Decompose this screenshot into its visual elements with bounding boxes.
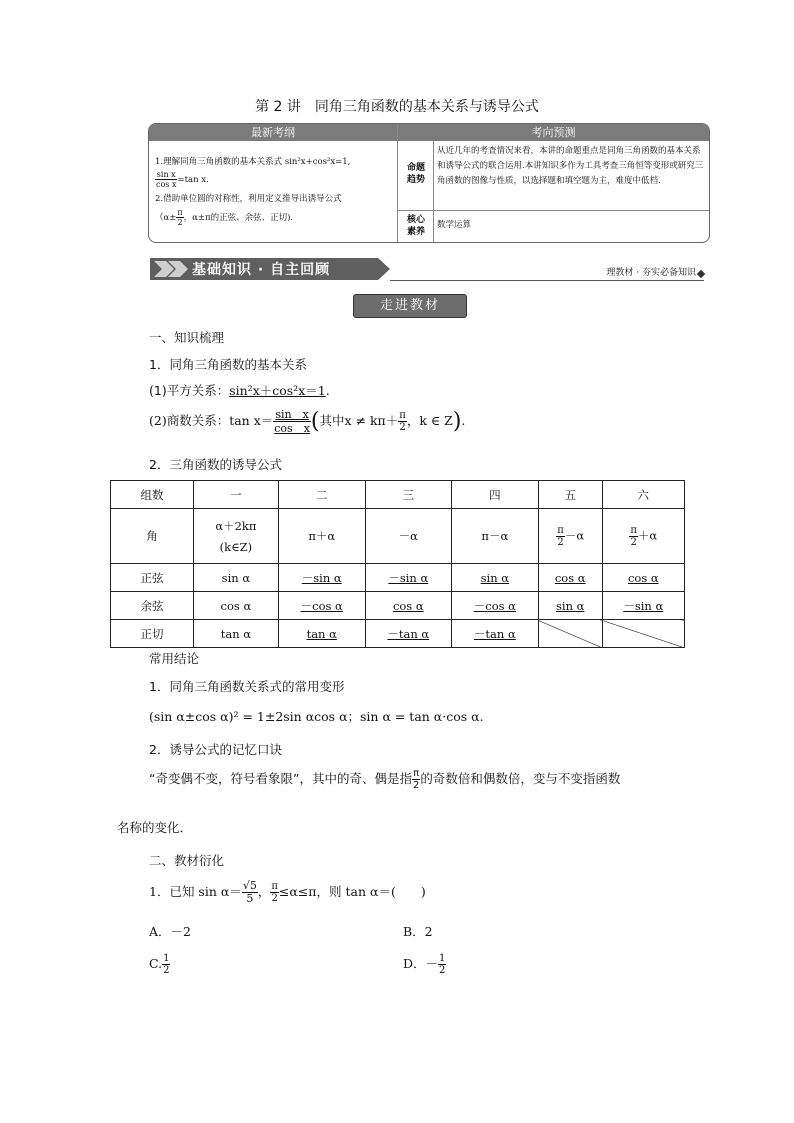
table-cell: 三 [365,481,451,509]
conclusion-1-formula: (sin α±cos α)² = 1±2sin αcos α；sin α = tan α·cos α. [149,709,484,724]
summary-left-content [155,155,395,227]
table-cell: －cos α [278,592,365,620]
table-cell-empty [538,620,602,648]
summary-box [148,123,710,243]
table-cell: －sin α [365,564,451,592]
table-header-row [111,481,685,509]
table-cell: cos α [602,564,684,592]
option-a: A．－2 [149,924,191,939]
heading-knowledge: 一、知识梳理 [149,330,225,345]
table-row [111,620,685,648]
table-row [111,564,685,592]
literacy-label: 核心 素养 [406,215,425,237]
kg-item-1b: $\frac{\text{sin x}}{\text{cos x}}$ =tan x. [156,170,209,189]
literacy-text: 数学运算 [437,220,472,230]
heading-common-conclusions: 常用结论 [149,651,200,666]
table-row [111,509,685,564]
table-cell: π－α [451,509,538,564]
table-cell: 正切 [111,620,194,648]
table-cell: 一 [194,481,279,509]
summary-left-head: 最新考纲 [149,124,397,141]
banner-right-text: 理教材 · 夯实必备知识 [606,268,696,278]
table-cell: －tan α [365,620,451,648]
square-relation: (1)平方关系：sin²x＋cos²x＝1. [149,383,330,398]
table-cell: －α [365,509,451,564]
conclusion-2-text-end: 名称的变化． [117,820,193,835]
kg-fraction: $\frac{\text{sin x}}{\text{cos x}}$ [156,170,177,189]
induction-table [110,480,685,648]
option-d: D．－ $\frac{1}{2}$ [403,953,446,976]
heading-textbook-derivation: 二、教材衍化 [149,853,225,868]
trend-text: 从近几年的考查情况来看，本讲的命题重点是同角三角函数的基本关系和诱导公式的联合运用.本讲知识多作为工具考查三角恒等变形或研究三角函数的图像与性质，以选择题和填空题为主，难度中低档. [437,146,704,186]
table-cell: tan α [194,620,279,648]
table-cell: －tan α [451,620,538,648]
summary-right-head: 考向预测 [398,124,709,141]
table-cell: $\frac{\pi}{2}$ ＋α [602,509,684,564]
trend-label: 命题 趋势 [406,163,425,185]
table-cell: 角 [111,509,194,564]
table-cell: －sin α [602,592,684,620]
table-cell-empty [602,620,684,648]
table-row [111,592,685,620]
table-cell: 二 [278,481,365,509]
kg-fraction-2: $\frac{\pi}{2}$ [177,208,183,227]
banner-text: 基础知识 · 自主回顾 [192,262,331,278]
conclusion-2: 2．诱导公式的记忆口诀 [149,742,282,757]
table-cell: 组数 [111,481,194,509]
table-cell: $\frac{\pi}{2}$ －α [538,509,602,564]
table-cell: 六 [602,481,684,509]
table-cell: cos α [194,592,279,620]
heading-basic-relation: 1．同角三角函数的基本关系 [149,357,307,372]
diamond-icon [697,270,705,278]
kg-item-2b: （α± $\frac{\pi}{2}$ ，α±π的正弦、余弦、正切). [155,208,294,227]
option-b: B．2 [403,924,433,939]
table-cell: 五 [538,481,602,509]
page-title: 第 2 讲 同角三角函数的基本关系与诱导公式 [255,99,539,115]
sub-banner: 走进教材 [353,294,467,318]
conclusion-1: 1．同角三角函数关系式的常用变形 [149,679,345,694]
table-cell: 四 [451,481,538,509]
table-cell: －sin α [278,564,365,592]
table-cell: sin α [194,564,279,592]
table-cell: sin α [538,592,602,620]
table-cell: α＋2kπ (k∈Z) [194,509,279,564]
kg-item-1: 1.理解同角三角函数的基本关系式 sin²x+cos²x=1, [155,157,351,167]
question-1: 1．已知 sin α＝ $\frac{√5}{5}$ ， $\frac{\pi}{2}$ ≤α≤π，则 tan α＝( ) [149,879,426,905]
table-cell: 正弦 [111,564,194,592]
quotient-relation: (2)商数关系：tan x＝ $\frac{\text{sin x}}{\text{cos x}}$ (其中x ≠ kπ＋ $\frac{\pi}{2}$ ，k ∈ Z). [149,408,466,435]
conclusion-2-text: “奇变偶不变，符号看象限”，其中的奇、偶是指 $\frac{\pi}{2}$ 的奇数倍和偶数倍，变与不变指函数 [149,768,621,791]
table-cell: π＋α [278,509,365,564]
table-cell: －cos α [451,592,538,620]
option-c: C. $\frac{1}{2}$ [149,953,170,976]
heading-induction: 2．三角函数的诱导公式 [149,457,282,472]
kg-item-2: 2.借助单位圆的对称性，利用定义推导出诱导公式 [155,194,342,204]
table-cell: tan α [278,620,365,648]
table-cell: cos α [365,592,451,620]
table-cell: 余弦 [111,592,194,620]
table-cell: cos α [538,564,602,592]
table-cell: sin α [451,564,538,592]
